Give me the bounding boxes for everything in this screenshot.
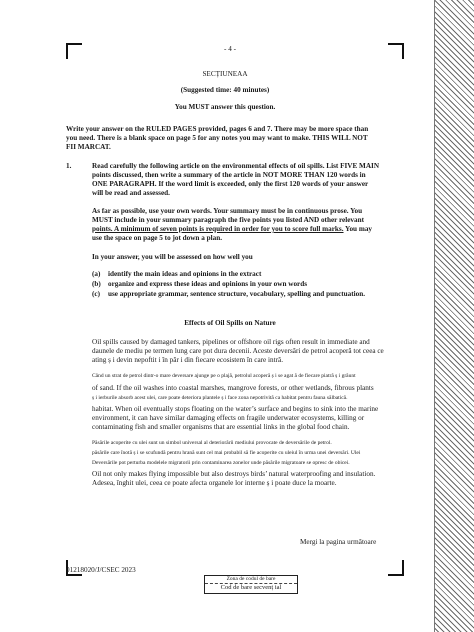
- question-number: 1.: [66, 162, 72, 170]
- instruction-line: you need. There is a blank space on page 5 for any notes you may want to make. THIS WILL NOT: [66, 134, 368, 142]
- question-line: points discussed, then write a summary of the article in NOT MORE THAN 120 words in: [92, 171, 366, 179]
- article-line: Când un strat de petrol dintr-o mare deversare ajunge pe o plajă, petrolul acoperă ș i se agat ă de fiecare piatră ș i grăunt: [92, 373, 356, 379]
- criterion-text: identify the main ideas and opinions in the extract: [108, 270, 262, 278]
- article-line: ating ș i devin nepoftit i în păr i din fiecare ecosistem în care intră.: [92, 356, 284, 364]
- article-line: ș i ierburile absorb acest ulei, care poate deteriora plantele ș i face zona nepotrivită ca habitat pentru fauna sălbatică.: [92, 395, 348, 401]
- suggested-time: (Suggested time: 40 minutes): [180, 86, 270, 94]
- barcode-area: [204, 575, 298, 594]
- criterion-text: use appropriate grammar, sentence structure, vocabulary, spelling and punctuation.: [108, 290, 366, 298]
- minimum-points-note: points. A minimum of seven points is required in order for you to score full marks.: [92, 225, 344, 233]
- assessment-intro: In your answer, you will be assessed on how well you: [92, 253, 253, 261]
- must-answer-notice: You MUST answer this question.: [174, 103, 276, 111]
- article-line: Oil spills caused by damaged tankers, pipelines or offshore oil rigs often result in immediate and: [92, 338, 370, 346]
- guidance-tail: You may: [343, 225, 373, 233]
- criterion-text: organize and express these ideas and opinions in your own words: [108, 280, 308, 288]
- barcode-label: Cod de bare secvenț ial: [220, 584, 282, 591]
- question-line: will be read and assessed.: [92, 189, 170, 197]
- instruction-line: FII MARCAT.: [66, 143, 111, 151]
- guidance-line: As far as possible, use your own words. Your summary must be in continuous prose. You: [92, 207, 363, 215]
- registration-mark-top-left: [66, 43, 82, 59]
- registration-mark-top-right: [388, 43, 404, 59]
- binding-margin-hatch: [434, 0, 474, 632]
- article-line: Adesea, înghit ulei, ceea ce poate afecta organele lor interne ș i poate duce la moarte.: [92, 479, 337, 487]
- article-title: Effects of Oil Spills on Nature: [184, 319, 276, 327]
- question-line: ONE PARAGRAPH. If the word limit is exceeded, only the first 120 words of your answer: [92, 180, 369, 188]
- question-line: Read carefully the following article on the environmental effects of oil spills. List FIVE MAIN: [92, 162, 380, 170]
- guidance-line: use the space on page 5 to jot down a plan.: [92, 234, 222, 242]
- article-line: contaminating fish and smaller organisms that are essential links in the global food chain.: [92, 423, 350, 431]
- criterion-label: (c): [92, 290, 100, 298]
- paper-code: 01218020/J/CSEC 2023: [66, 566, 136, 574]
- guidance-line: MUST include in your summary paragraph the five points you listed AND other relevant: [92, 216, 365, 224]
- article-line: daunele de mediu pe termen lung care pot dura decenii. Aceste deversări de petrol acoperă tot ceea ce: [92, 347, 384, 355]
- page-number: - 4 -: [224, 45, 236, 53]
- criterion-label: (a): [92, 270, 101, 278]
- next-page-note: Mergi la pagina următoare: [300, 538, 377, 546]
- article-line: păsările care înotă ș i se scufundă pentru hrană sunt cel mai probabil să fie acoperite cu uleiul în urma unei deversări. Ulei: [92, 450, 361, 456]
- section-title: SECȚIUNEAA: [202, 70, 248, 78]
- article-line: Oil not only makes flying impossible but also destroys birds’ natural waterproofing and insulation.: [92, 470, 376, 478]
- article-line: habitat. When oil eventually stops floating on the water’s surface and begins to sink into the marine: [92, 405, 379, 413]
- barcode-zone-label: Zona de codul de bare: [205, 576, 297, 584]
- article-line: Păsările acoperite cu ulei sunt un simbol universal al deteriorării mediului provocate de deversările de petrol.: [92, 440, 332, 446]
- registration-mark-bottom-right: [388, 560, 404, 576]
- criterion-label: (b): [92, 280, 101, 288]
- article-line: Deversările pot perturba modelele migratorii prin contaminarea zonelor unde păsările migratoare se opresc de obicei.: [92, 460, 350, 466]
- instruction-line: Write your answer on the RULED PAGES provided, pages 6 and 7. There may be more space than: [66, 125, 369, 133]
- article-line: environment, it can have similar damaging effects on fragile underwater ecosystems, killing or: [92, 414, 365, 422]
- guidance-line-minimum: [92, 225, 372, 234]
- article-line: of sand. If the oil washes into coastal marshes, mangrove forests, or other wetlands, fibrous plants: [92, 384, 374, 392]
